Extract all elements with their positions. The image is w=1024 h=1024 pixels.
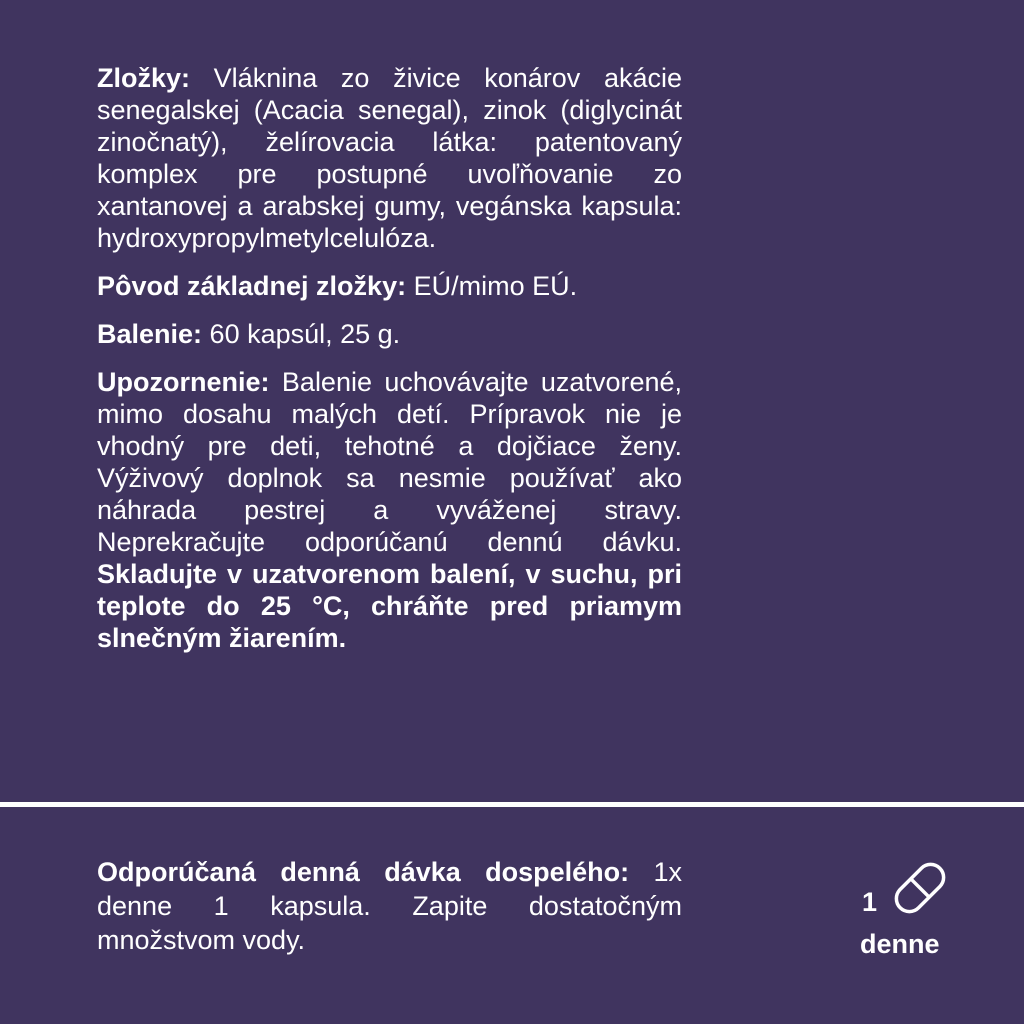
origin-text: EÚ/mimo EÚ. [406,271,578,301]
dosage-label: Odporúčaná denná dávka dospelého: [97,857,630,887]
warning-text: Balenie uchovávajte uzatvorené, mimo dosahu malých detí. Prípravok nie je vhodný pre deti, tehotné a dojčiace ženy. Výživový doplnok sa nesmie používať ako náhrada pestrej a vyváženej stravy. Neprekračujte odporúčanú dennú dávku. [97,367,682,557]
dose-count: 1 [862,887,878,917]
dosage-text: 1x denne 1 kapsula. Zapite dostatočným množstvom vody. [97,857,682,955]
package-label: Balenie: [97,319,203,349]
warning-label: Upozornenie: [97,367,270,397]
warning-paragraph [97,366,682,654]
daily-dose-badge [860,858,970,968]
product-info [97,62,682,670]
section-divider [0,802,1024,807]
ingredients-text: Vláknina zo živice konárov akácie senegalskej (Acacia senegal), zinok (diglycinát zinočnatý), želírovacia látka: patentovaný komplex pre postupné uvoľňovanie zo xantanovej a arabskej gumy, vegánska kapsula: hydroxypropylmetylcelulóza. [97,63,682,253]
ingredients-label: Zložky: [97,63,191,93]
package-paragraph [97,318,682,350]
capsule-icon [890,858,950,918]
dose-frequency: denne [860,929,940,959]
origin-label: Pôvod základnej zložky: [97,271,407,301]
ingredients-paragraph [97,62,682,254]
storage-instructions: Skladujte v uzatvorenom balení, v suchu, pri teplote do 25 °C, chráňte pred priamym slnečným žiarením. [97,559,682,653]
dosage-block [97,855,682,957]
package-text: 60 kapsúl, 25 g. [202,319,401,349]
origin-paragraph [97,270,682,302]
